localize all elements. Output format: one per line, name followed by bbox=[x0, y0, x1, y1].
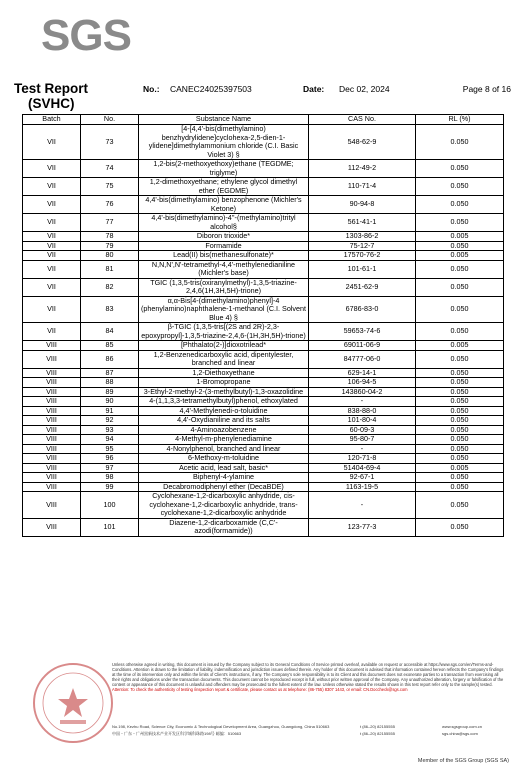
cell-no: 84 bbox=[81, 323, 139, 341]
col-header-no: No. bbox=[81, 115, 139, 125]
cell-batch: VIII bbox=[23, 435, 81, 445]
cell-no: 78 bbox=[81, 232, 139, 242]
cell-rl: 0.050 bbox=[416, 368, 504, 378]
cell-rl: 0.050 bbox=[416, 482, 504, 492]
table-row bbox=[23, 463, 504, 473]
cell-substance: 1,2-bis(2-methoxyethoxy)ethane (TEGDME; triglyme) bbox=[139, 160, 309, 178]
cell-rl: 0.050 bbox=[416, 397, 504, 407]
cell-cas: 59653-74-6 bbox=[309, 323, 416, 341]
cell-batch: VIII bbox=[23, 444, 81, 454]
cell-cas: 112-49-2 bbox=[309, 160, 416, 178]
cell-cas: 95-80-7 bbox=[309, 435, 416, 445]
cell-rl: 0.005 bbox=[416, 463, 504, 473]
cell-no: 97 bbox=[81, 463, 139, 473]
cell-batch: VII bbox=[23, 178, 81, 196]
cell-substance: 1,2-Benzenedicarboxylic acid, dipentylester, branched and linear bbox=[139, 350, 309, 368]
cell-no: 91 bbox=[81, 406, 139, 416]
cell-batch: VII bbox=[23, 125, 81, 160]
table-body bbox=[23, 125, 504, 537]
cell-rl: 0.050 bbox=[416, 435, 504, 445]
table-row bbox=[23, 473, 504, 483]
cell-substance: 3-Ethyl-2-methyl-2-(3-methylbutyl)-1,3-oxazolidine bbox=[139, 387, 309, 397]
title-line-1: Test Report bbox=[14, 81, 89, 96]
website-link[interactable]: www.sgsgroup.com.cn bbox=[442, 724, 483, 729]
cell-batch: VIII bbox=[23, 378, 81, 388]
cell-batch: VII bbox=[23, 278, 81, 296]
col-header-substance: Substance Name bbox=[139, 115, 309, 125]
col-header-rl: RL (%) bbox=[416, 115, 504, 125]
table-row bbox=[23, 125, 504, 160]
table-row bbox=[23, 454, 504, 464]
table-row bbox=[23, 397, 504, 407]
cell-batch: VIII bbox=[23, 454, 81, 464]
cell-no: 94 bbox=[81, 435, 139, 445]
cell-substance: 4-Nonylphenol, branched and linear bbox=[139, 444, 309, 454]
cell-batch: VIII bbox=[23, 425, 81, 435]
email-link[interactable]: sgs.china@sgs.com bbox=[442, 731, 478, 736]
cell-substance: Decabromodiphenyl ether (DecaBDE) bbox=[139, 482, 309, 492]
cell-rl: 0.050 bbox=[416, 214, 504, 232]
cell-cas: 110-71-4 bbox=[309, 178, 416, 196]
cell-substance: Biphenyl-4-ylamine bbox=[139, 473, 309, 483]
cell-no: 81 bbox=[81, 260, 139, 278]
cell-substance: 4-Aminoazobenzene bbox=[139, 425, 309, 435]
cell-rl: 0.050 bbox=[416, 473, 504, 483]
cell-cas: 1163-19-5 bbox=[309, 482, 416, 492]
cell-no: 75 bbox=[81, 178, 139, 196]
cell-rl: 0.050 bbox=[416, 196, 504, 214]
cell-cas: 120-71-8 bbox=[309, 454, 416, 464]
cell-batch: VIII bbox=[23, 350, 81, 368]
cell-rl: 0.050 bbox=[416, 160, 504, 178]
cell-cas: 84777-06-0 bbox=[309, 350, 416, 368]
sgs-logo bbox=[40, 10, 131, 60]
cell-batch: VII bbox=[23, 214, 81, 232]
cell-substance: 4,4'-bis(dimethylamino)-4''-(methylamino)trityl alcohol§ bbox=[139, 214, 309, 232]
cell-no: 86 bbox=[81, 350, 139, 368]
cell-batch: VIII bbox=[23, 387, 81, 397]
cell-substance: α,α-Bis[4-(dimethylamino)phenyl]-4 (phenylamino)naphthalene-1-methanol (C.I. Solvent Blue 4) § bbox=[139, 296, 309, 323]
cell-no: 96 bbox=[81, 454, 139, 464]
cell-substance: Acetic acid, lead salt, basic* bbox=[139, 463, 309, 473]
member-note: Member of the SGS Group (SGS SA) bbox=[417, 758, 509, 764]
cell-rl: 0.050 bbox=[416, 444, 504, 454]
table-row bbox=[23, 196, 504, 214]
table-header-row bbox=[23, 115, 504, 125]
table-row bbox=[23, 251, 504, 261]
cell-substance: 4,4'-bis(dimethylamino) benzophenone (Michler's Ketone) bbox=[139, 196, 309, 214]
cell-substance: Cyclohexane-1,2-dicarboxylic anhydride, cis-cyclohexane-1,2-dicarboxylic anhydride, trans-cyclohexane-1,2-dicarboxylic anhydride bbox=[139, 492, 309, 519]
cell-rl: 0.050 bbox=[416, 518, 504, 536]
cell-no: 80 bbox=[81, 251, 139, 261]
cell-no: 92 bbox=[81, 416, 139, 426]
page-footer bbox=[0, 660, 525, 769]
cell-rl: 0.050 bbox=[416, 125, 504, 160]
cell-rl: 0.050 bbox=[416, 241, 504, 251]
cell-rl: 0.050 bbox=[416, 350, 504, 368]
page-indicator: Page 8 of 16 bbox=[462, 84, 511, 94]
table-row bbox=[23, 518, 504, 536]
cell-batch: VII bbox=[23, 260, 81, 278]
cell-rl: 0.050 bbox=[416, 454, 504, 464]
cell-batch: VIII bbox=[23, 482, 81, 492]
table-row bbox=[23, 435, 504, 445]
report-header bbox=[14, 81, 511, 113]
logo-text: SGS bbox=[41, 11, 131, 60]
title-line-2: (SVHC) bbox=[28, 96, 75, 111]
cell-no: 101 bbox=[81, 518, 139, 536]
cell-cas: 60-09-3 bbox=[309, 425, 416, 435]
cell-cas: 629-14-1 bbox=[309, 368, 416, 378]
cell-no: 79 bbox=[81, 241, 139, 251]
cell-cas: 90-94-8 bbox=[309, 196, 416, 214]
cell-batch: VIII bbox=[23, 463, 81, 473]
table-row bbox=[23, 214, 504, 232]
cell-batch: VIII bbox=[23, 406, 81, 416]
cell-batch: VIII bbox=[23, 492, 81, 519]
table-row bbox=[23, 492, 504, 519]
table-row bbox=[23, 350, 504, 368]
cell-substance: Lead(II) bis(methanesulfonate)* bbox=[139, 251, 309, 261]
report-no-value: CANEC24025397503 bbox=[170, 84, 252, 94]
cell-rl: 0.005 bbox=[416, 251, 504, 261]
disclaimer-text: Unless otherwise agreed in writing, this document is issued by the Company subject to its General Conditions of Service printed overleaf, available on request or accessible at https://www.sgs.com/en/Terms-and-Conditions. Attention is drawn to the limitation of liability, indemnification and jurisdiction issues defined therein. Any holder of this document is advised that information contained hereon reflects the Company's findings at the time of its intervention only and within the limits of Client's instructions, if any. The Company's sole responsibility is to its Client and this document does not exonerate parties to a transaction from exercising all their rights and obligations under the transaction documents. This document cannot be reproduced except in full, without prior written approval of the Company. Any unauthorized alteration, forgery or falsification of the content or appearance of this document is unlawful and offenders may be prosecuted to the fullest extent of the law. Unless otherwise stated the results shown in this test report refer only to the sample(s) tested. bbox=[112, 662, 504, 687]
cell-cas: 548-62-9 bbox=[309, 125, 416, 160]
cell-rl: 0.050 bbox=[416, 260, 504, 278]
cell-batch: VII bbox=[23, 232, 81, 242]
cell-no: 87 bbox=[81, 368, 139, 378]
cell-substance: TGIC (1,3,5-tris(oxiranylmethyl)-1,3,5-triazine-2,4,6(1H,3H,5H)-trione) bbox=[139, 278, 309, 296]
cell-batch: VII bbox=[23, 241, 81, 251]
cell-rl: 0.050 bbox=[416, 425, 504, 435]
date-label: Date: bbox=[303, 84, 325, 94]
cell-rl: 0.050 bbox=[416, 492, 504, 519]
cell-no: 77 bbox=[81, 214, 139, 232]
cell-substance: 1,2-dimethoxyethane; ethylene glycol dimethyl ether (EGDME) bbox=[139, 178, 309, 196]
cell-substance: Diazene-1,2-dicarboxamide (C,C'-azodi(formamide)) bbox=[139, 518, 309, 536]
table-row bbox=[23, 416, 504, 426]
cell-batch: VII bbox=[23, 323, 81, 341]
cell-no: 73 bbox=[81, 125, 139, 160]
cell-rl: 0.050 bbox=[416, 296, 504, 323]
cell-rl: 0.050 bbox=[416, 278, 504, 296]
cell-no: 95 bbox=[81, 444, 139, 454]
cell-substance: 4,4'-Oxydianiline and its salts bbox=[139, 416, 309, 426]
cell-no: 88 bbox=[81, 378, 139, 388]
cell-rl: 0.050 bbox=[416, 178, 504, 196]
cell-batch: VIII bbox=[23, 416, 81, 426]
cell-cas: 75-12-7 bbox=[309, 241, 416, 251]
col-header-batch: Batch bbox=[23, 115, 81, 125]
cell-substance: 1-Bromopropane bbox=[139, 378, 309, 388]
cell-no: 83 bbox=[81, 296, 139, 323]
cell-cas: 106-94-5 bbox=[309, 378, 416, 388]
table-row bbox=[23, 341, 504, 351]
cell-cas: 69011-06-9 bbox=[309, 341, 416, 351]
date-value: Dec 02, 2024 bbox=[339, 84, 390, 94]
cell-rl: 0.005 bbox=[416, 341, 504, 351]
cell-no: 89 bbox=[81, 387, 139, 397]
tel-2: t (86–20) 82155555 bbox=[360, 731, 395, 736]
cell-rl: 0.050 bbox=[416, 416, 504, 426]
disclaimer bbox=[112, 663, 504, 692]
cell-no: 90 bbox=[81, 397, 139, 407]
cell-cas: 2451-62-9 bbox=[309, 278, 416, 296]
cell-cas: - bbox=[309, 397, 416, 407]
table-row bbox=[23, 260, 504, 278]
table-row bbox=[23, 160, 504, 178]
col-header-cas: CAS No. bbox=[309, 115, 416, 125]
cell-batch: VIII bbox=[23, 473, 81, 483]
cell-no: 98 bbox=[81, 473, 139, 483]
table-row bbox=[23, 444, 504, 454]
cell-no: 99 bbox=[81, 482, 139, 492]
table-row bbox=[23, 323, 504, 341]
cell-cas: - bbox=[309, 492, 416, 519]
cell-batch: VIII bbox=[23, 368, 81, 378]
report-title bbox=[14, 81, 88, 111]
cell-cas: 6786-83-0 bbox=[309, 296, 416, 323]
cell-no: 82 bbox=[81, 278, 139, 296]
cell-cas: 17570-76-2 bbox=[309, 251, 416, 261]
cell-no: 76 bbox=[81, 196, 139, 214]
cell-substance: 4-(1,1,3,3-tetramethylbutyl)phenol, ethoxylated bbox=[139, 397, 309, 407]
cell-rl: 0.050 bbox=[416, 378, 504, 388]
table-row bbox=[23, 232, 504, 242]
cell-cas: 1303-86-2 bbox=[309, 232, 416, 242]
cell-cas: - bbox=[309, 444, 416, 454]
cell-cas: 123-77-3 bbox=[309, 518, 416, 536]
cell-rl: 0.005 bbox=[416, 232, 504, 242]
cell-cas: 561-41-1 bbox=[309, 214, 416, 232]
report-no-label: No.: bbox=[143, 84, 160, 94]
cell-substance: [Phthalato(2-)]dioxotrilead* bbox=[139, 341, 309, 351]
address-en: No.198, Kezhu Road, Science City, Economic & Technological Development Area, Guangzhou, Guangdong, China 510663 bbox=[112, 724, 330, 729]
cell-cas: 838-88-0 bbox=[309, 406, 416, 416]
table-row bbox=[23, 378, 504, 388]
cell-batch: VIII bbox=[23, 341, 81, 351]
cell-rl: 0.050 bbox=[416, 323, 504, 341]
company-seal bbox=[30, 660, 116, 746]
cell-substance: 4-Methyl-m-phenylenediamine bbox=[139, 435, 309, 445]
table-row bbox=[23, 368, 504, 378]
cell-batch: VII bbox=[23, 296, 81, 323]
cell-substance: 4,4'-Methylenedi-o-toluidine bbox=[139, 406, 309, 416]
svhc-table bbox=[22, 114, 504, 537]
cell-cas: 101-80-4 bbox=[309, 416, 416, 426]
tel-1: t (86–20) 82155555 bbox=[360, 724, 395, 729]
cell-batch: VII bbox=[23, 251, 81, 261]
cell-rl: 0.050 bbox=[416, 406, 504, 416]
cell-cas: 143860-04-2 bbox=[309, 387, 416, 397]
cell-substance: [4-[4,4'-bis(dimethylamino) benzhydrylidene]cyclohexa-2,5-dien-1-ylidene]dimethylammonium chloride (C.I. Basic Violet 3) § bbox=[139, 125, 309, 160]
cell-substance: 1,2-Diethoxyethane bbox=[139, 368, 309, 378]
cell-substance: Diboron trioxide* bbox=[139, 232, 309, 242]
address-cn: 中国・广东・广州黑新技术产业开发区科学城科珠路198号 邮编：510663 bbox=[112, 731, 242, 736]
cell-substance: N,N,N',N'-tetramethyl-4,4'-methylenedianiline (Michler's base) bbox=[139, 260, 309, 278]
table-row bbox=[23, 296, 504, 323]
table-row bbox=[23, 278, 504, 296]
cell-no: 93 bbox=[81, 425, 139, 435]
cell-rl: 0.050 bbox=[416, 387, 504, 397]
cell-no: 85 bbox=[81, 341, 139, 351]
cell-cas: 92-67-1 bbox=[309, 473, 416, 483]
cell-substance: β-TGIC (1,3,5-tris[(2S and 2R)-2,3-epoxypropyl]-1,3,5-triazine-2,4,6-(1H,3H,5H)-trione) bbox=[139, 323, 309, 341]
table-row bbox=[23, 178, 504, 196]
cell-no: 100 bbox=[81, 492, 139, 519]
cell-cas: 51404-69-4 bbox=[309, 463, 416, 473]
cell-no: 74 bbox=[81, 160, 139, 178]
cell-cas: 101-61-1 bbox=[309, 260, 416, 278]
cell-batch: VII bbox=[23, 196, 81, 214]
attention-text: Attention: To check the authenticity of testing /inspection report & certificate, please contact us at telephone: (86-755) 8307 1443, or email: CN.Doccheck@sgs.com bbox=[112, 686, 408, 692]
cell-substance: 6-Methoxy-m-toluidine bbox=[139, 454, 309, 464]
cell-batch: VIII bbox=[23, 518, 81, 536]
cell-batch: VIII bbox=[23, 397, 81, 407]
cell-batch: VII bbox=[23, 160, 81, 178]
cell-substance: Formamide bbox=[139, 241, 309, 251]
